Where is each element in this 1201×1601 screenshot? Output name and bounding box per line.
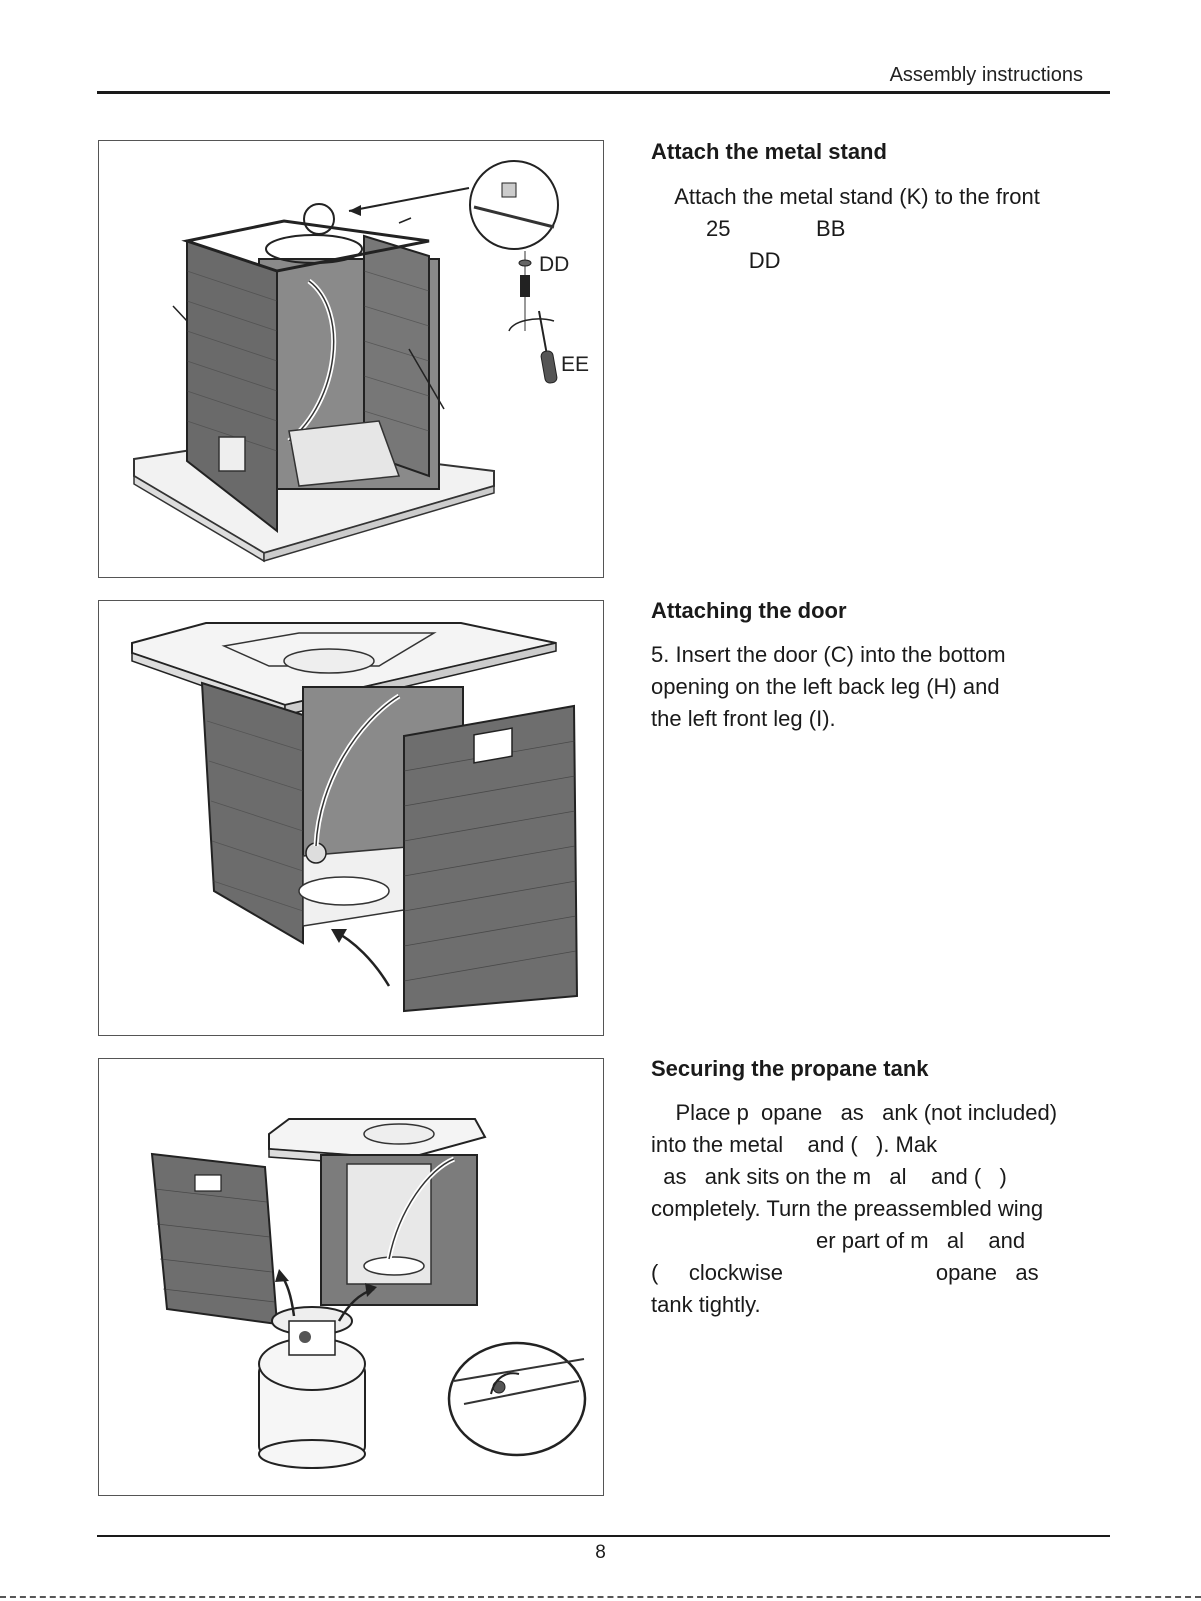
step-text-line: into the metal and ( ). Mak: [651, 1132, 938, 1157]
header-rule: [97, 91, 1110, 94]
step-text-line: opening on the left back leg (H) and: [651, 674, 1000, 699]
page-number: 8: [595, 1542, 606, 1563]
step-text: [651, 181, 1101, 277]
step-title: Attaching the door: [651, 598, 847, 623]
metal-stand-illustration: [99, 141, 603, 577]
step-text-line: Attach the metal stand (K) to the front: [651, 184, 1040, 209]
door-illustration: [99, 601, 603, 1035]
label-ee: EE: [561, 353, 590, 376]
step-title: Attach the metal stand: [651, 139, 887, 164]
step-text-line: the left front leg (I).: [651, 706, 836, 731]
page-edge-divider: [0, 1596, 1201, 1598]
step-text-line: er part of m al and: [651, 1228, 1026, 1253]
step-text: [651, 639, 1101, 735]
step-text-line: tank tightly.: [651, 1292, 761, 1317]
step-text: [651, 1097, 1101, 1321]
footer-rule: [97, 1535, 1110, 1537]
step-text-line: 5. Insert the door (C) into the bottom: [651, 642, 1006, 667]
figure-door: [98, 600, 604, 1036]
propane-tank-illustration: [99, 1059, 603, 1495]
figure-propane-tank: [98, 1058, 604, 1496]
step-text-line: as ank sits on the m al and ( ): [651, 1164, 1007, 1189]
step-text-line: 25 BB: [651, 216, 846, 241]
header-title: Assembly instructions: [889, 64, 1083, 86]
step-title: Securing the propane tank: [651, 1056, 929, 1081]
step-text-line: ( clockwise opane as: [651, 1260, 1039, 1285]
step-text-line: Place p opane as ank (not included): [651, 1100, 1058, 1125]
figure-metal-stand: [98, 140, 604, 578]
step-text-line: DD: [651, 248, 781, 273]
step-text-line: completely. Turn the preassembled wing: [651, 1196, 1044, 1221]
label-dd: DD: [539, 253, 570, 276]
